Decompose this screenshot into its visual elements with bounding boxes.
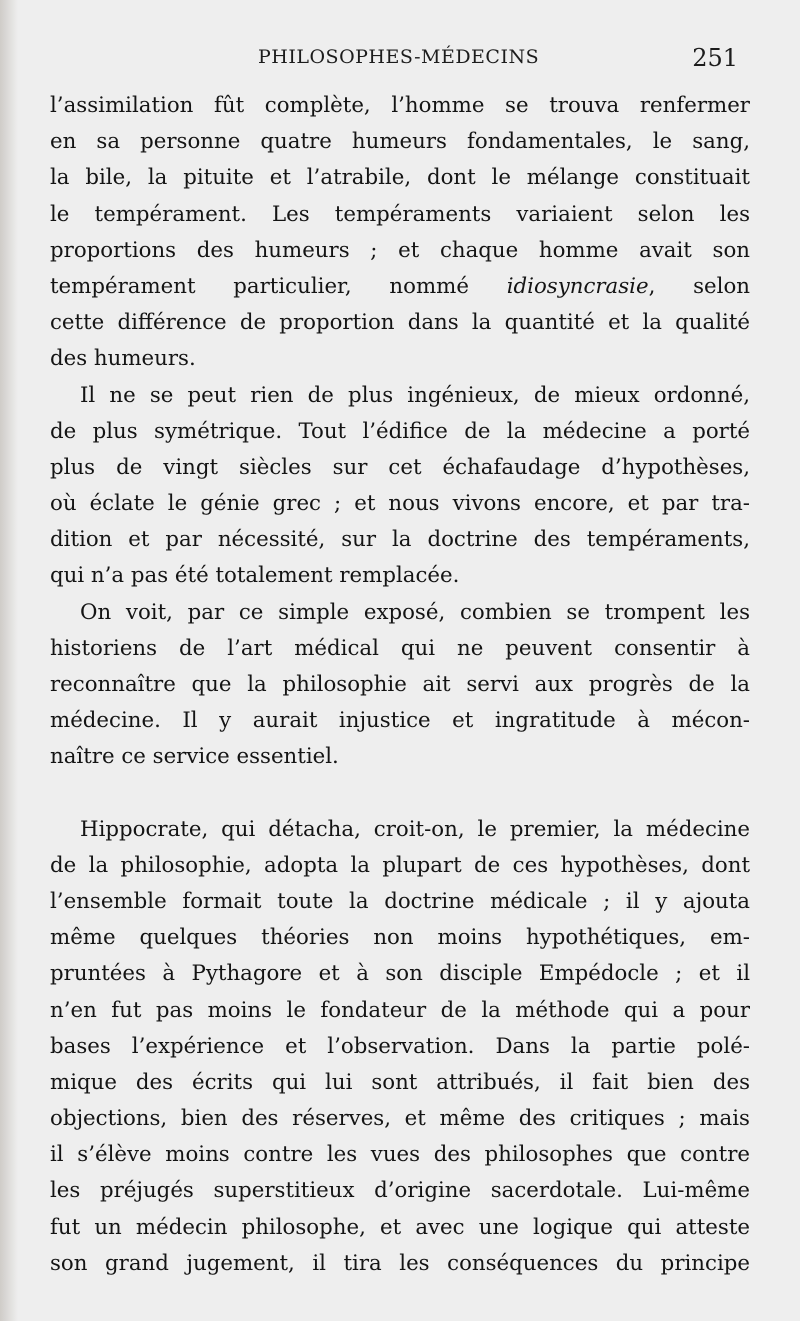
paragraph [50,812,750,1282]
text-line: plus de vingt siècles sur cet échafaudage d’hypothèses, [50,454,750,480]
page-edge-shadow [0,0,18,1321]
text-line: naître ce service essentiel. [50,744,339,770]
text-line: cette différence de proportion dans la quantité et la qualité [50,310,750,336]
text-line: pruntées à Pythagore et à son disciple Empédocle ; et il [50,961,750,987]
text-line: de plus symétrique. Tout l’édifice de la médecine a porté [50,418,750,444]
paragraph [50,595,750,776]
text-line: l’ensemble formait toute la doctrine médicale ; il y ajouta [50,888,750,914]
text-line: des humeurs. [50,346,196,372]
text-line: n’en fut pas moins le fondateur de la méthode qui a pour [50,997,750,1023]
text-line: reconnaître que la philosophie ait servi aux progrès de la [50,672,750,697]
text-line: la bile, la pituite et l’atrabile, dont le mélange constituait [50,165,750,191]
text-line: où éclate le génie grec ; et nous vivons encore, et par tra- [50,491,750,517]
text-line: dition et par nécessité, sur la doctrine des tempéraments, [50,527,750,553]
text-line: de la philosophie, adopta la plupart de ces hypothèses, dont [50,852,750,878]
text-line: son grand jugement, il tira les conséquences du principe [50,1250,750,1276]
text-line: il s’élève moins contre les vues des philosophes que contre [50,1142,750,1168]
running-header [48,44,748,78]
paragraph-spacer [50,776,750,812]
text-line: les préjugés superstitieux d’origine sacerdotale. Lui-même [50,1178,750,1204]
text-run: tempérament particulier, nommé [50,273,507,299]
text-line: historiens de l’art médical qui ne peuvent consentir à [50,635,750,661]
page-number: 251 [692,44,738,72]
text-line: médecine. Il y aurait injustice et ingratitude à mécon- [50,708,750,734]
text-line: même quelques théories non moins hypothétiques, em- [50,925,750,951]
text-line: proportions des humeurs ; et chaque homme avait son [50,237,750,263]
text-line: fut un médecin philosophe, et avec une logique qui atteste [50,1214,750,1240]
text-line: Il ne se peut rien de plus ingénieux, de mieux ordonné, [80,382,750,408]
text-line: bases l’expérience et l’observation. Dans la partie polé- [50,1033,750,1059]
paragraph [50,378,750,595]
text-line: mique des écrits qui lui sont attribués, il fait bien des [50,1069,750,1095]
paragraph [50,88,750,378]
text-line: qui n’a pas été totalement remplacée. [50,563,460,589]
body-text [50,88,750,1282]
text-line: objections, bien des réserves, et même des critiques ; mais [50,1106,750,1132]
text-line [50,269,750,305]
text-line: en sa personne quatre humeurs fondamentales, le sang, [50,129,750,155]
running-title: PHILOSOPHES-MÉDECINS [258,46,540,68]
text-line: Hippocrate, qui détacha, croit-on, le premier, la médecine [80,816,750,842]
text-line: le tempérament. Les tempéraments variaient selon les [50,201,750,227]
italic-term: idiosyncrasie [506,273,649,299]
text-line: l’assimilation fût complète, l’homme se trouva renfermer [50,93,750,118]
text-line: On voit, par ce simple exposé, combien se trompent les [80,599,750,625]
text-run: , selon [648,273,750,299]
